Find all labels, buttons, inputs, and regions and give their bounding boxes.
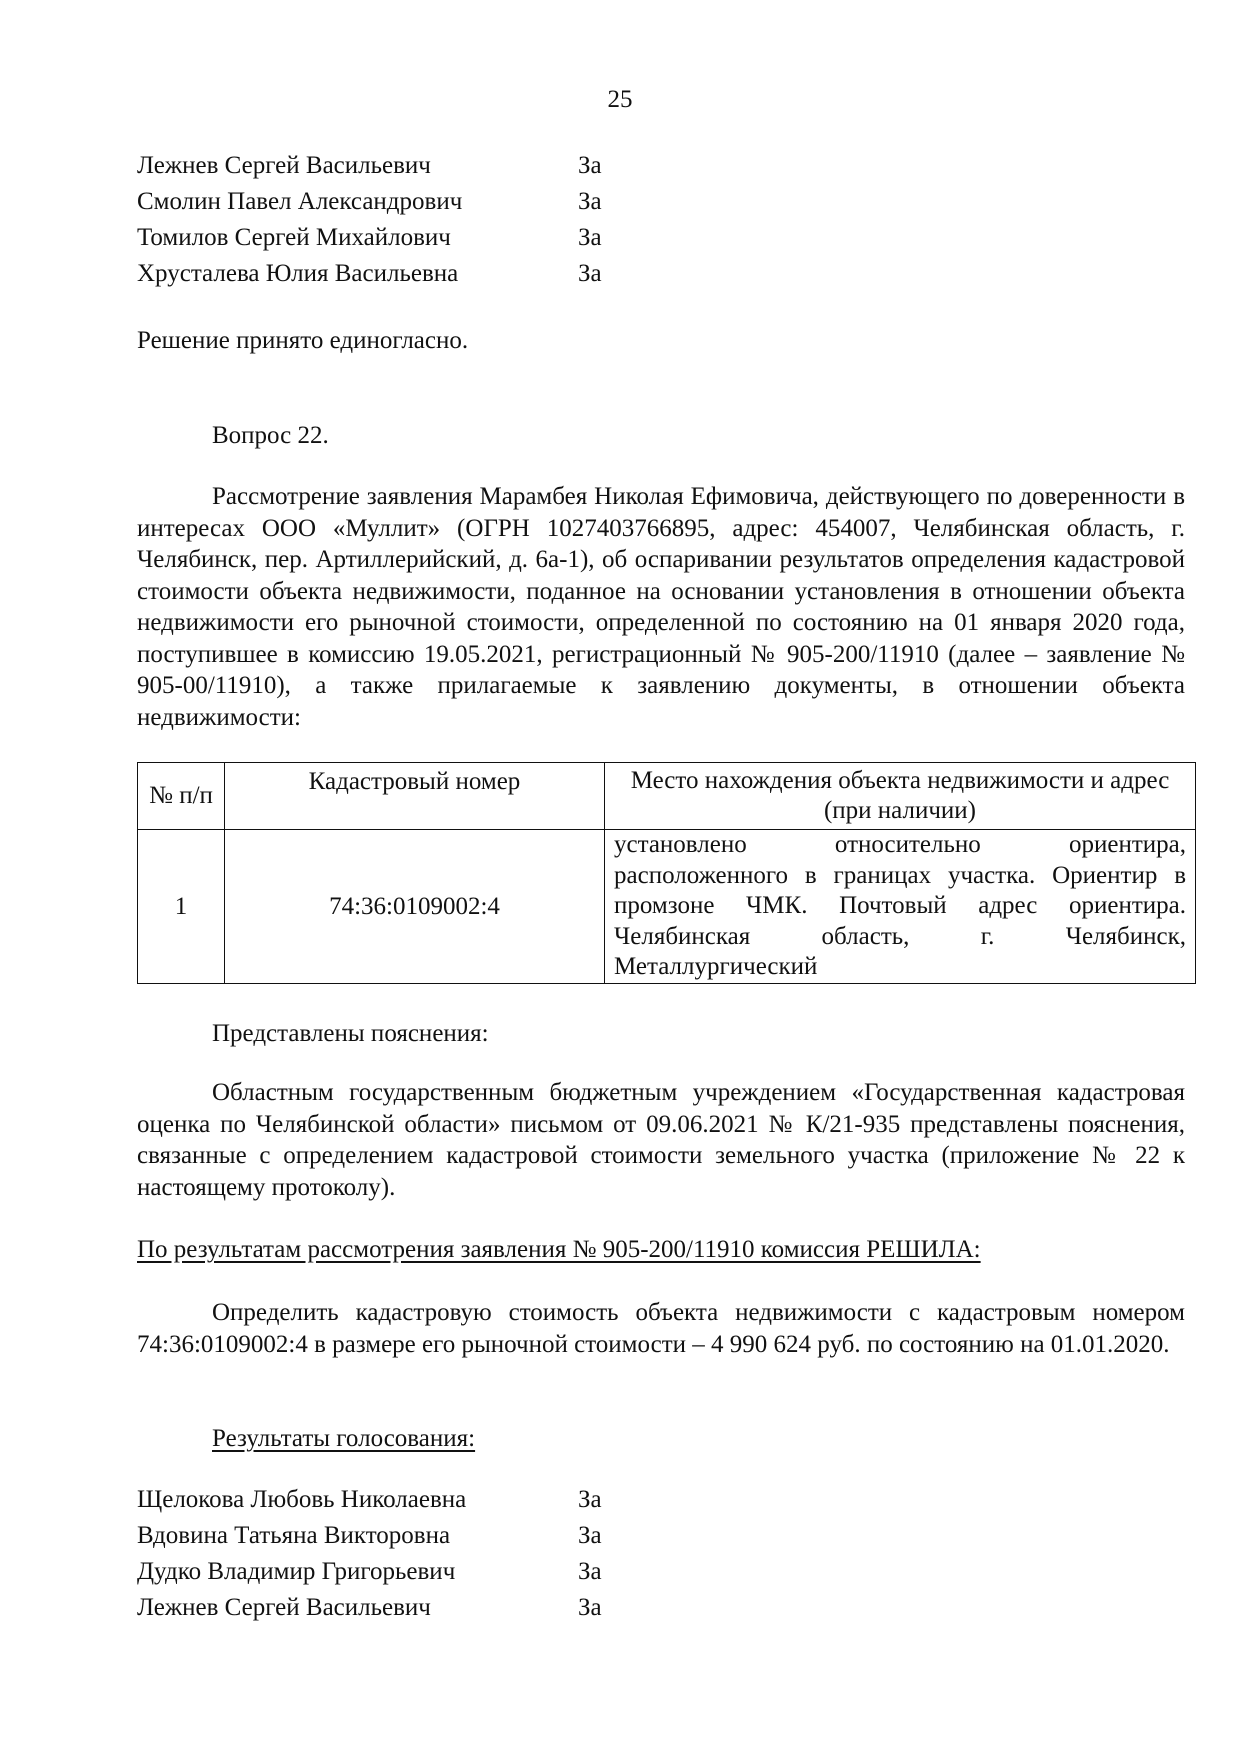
voter-name: Дудко Владимир Григорьевич: [137, 1558, 456, 1585]
vote-value: За: [578, 224, 602, 251]
col-header-number: № п/п: [138, 763, 225, 830]
explanations-paragraph: Областным государственным бюджетным учреждением «Государственная кадастровая оценка по Челябинской области» письмом от 09.06.2021 № К/21-935 представлены пояснения, связанные с определением кадастровой стоимости земельного участка (приложение № 22 к настоящему протоколу).: [137, 1079, 1185, 1201]
explanations-title: Представлены пояснения:: [212, 1020, 489, 1047]
vote-value: За: [578, 1486, 602, 1513]
voter-name: Лежнев Сергей Васильевич: [137, 1594, 431, 1621]
question-title: Вопрос 22.: [212, 422, 329, 449]
voting-results-title: Результаты голосования:: [212, 1425, 476, 1452]
resolution-heading: По результатам рассмотрения заявления № 905-200/11910 комиссия РЕШИЛА:: [137, 1236, 981, 1263]
vote-value: За: [578, 1558, 602, 1585]
resolution-text: [137, 1297, 1185, 1360]
vote-value: За: [578, 152, 602, 179]
decision-unanimous: Решение принято единогласно.: [137, 327, 469, 354]
cadastral-number: 74:36:0109002:4: [225, 830, 605, 984]
question-paragraph: Рассмотрение заявления Марамбея Николая Ефимовича, действующего по доверенности в интересах ООО «Муллит» (ОГРН 1027403766895, адрес: 454007, Челябинская область, г. Челябинск, пер. Артиллерийский, д. 6а-1), об оспаривании результатов определения кадастровой стоимости объекта недвижимости, поданное на основании установления в отношении объекта недвижимости его рыночной стоимости, определенной по состоянию на 01 января 2020 года, поступившее в комиссию 19.05.2021, регистрационный № 905-200/11910 (далее – заявление № 905-00/11910), а также прилагаемые к заявлению документы, в отношении объекта недвижимости:: [137, 483, 1185, 731]
vote-value: За: [578, 260, 602, 287]
voter-name: Томилов Сергей Михайлович: [137, 224, 451, 251]
voter-name: Щелокова Любовь Николаевна: [137, 1486, 467, 1513]
col-header-address: Место нахождения объекта недвижимости и адрес (при наличии): [605, 763, 1196, 830]
table-row: [138, 830, 1196, 984]
resolution-heading-wrap: [137, 1234, 1185, 1266]
object-address: установлено относительно ориентира, расположенного в границах участка. Ориентир в промзоне ЧМК. Почтовый адрес ориентира. Челябинская область, г. Челябинск, Металлургический: [605, 830, 1196, 984]
vote-value: За: [578, 1522, 602, 1549]
vote-value: За: [578, 1594, 602, 1621]
resolution-paragraph: Определить кадастровую стоимость объекта недвижимости с кадастровым номером 74:36:0109002:4 в размере его рыночной стоимости – 4 990 624 руб. по состоянию на 01.01.2020.: [137, 1299, 1185, 1358]
vote-value: За: [578, 188, 602, 215]
explanations-text: [137, 1077, 1185, 1203]
voter-name: Смолин Павел Александрович: [137, 188, 463, 215]
question-text: [137, 481, 1185, 733]
voter-name: Вдовина Татьяна Викторовна: [137, 1522, 451, 1549]
voter-name: Лежнев Сергей Васильевич: [137, 152, 431, 179]
objects-table: [137, 762, 1196, 984]
table-header-row: [138, 763, 1196, 830]
voter-name: Хрусталева Юлия Васильевна: [137, 260, 459, 287]
page-number: 25: [607, 86, 633, 113]
row-number: 1: [138, 830, 225, 984]
col-header-cadastral: Кадастровый номер: [225, 763, 605, 830]
